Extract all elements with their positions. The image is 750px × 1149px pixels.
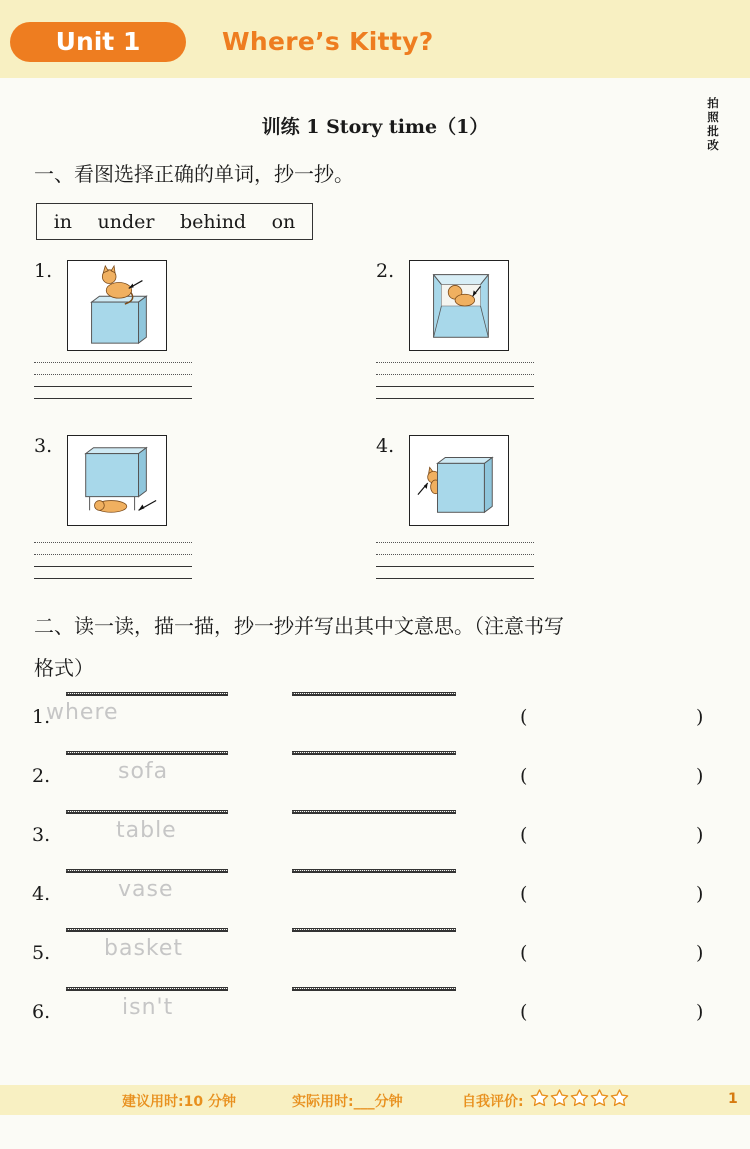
row-number: 6. — [32, 1001, 51, 1023]
self-evaluation-stars[interactable] — [530, 1089, 630, 1112]
item-number: 1. — [34, 260, 53, 282]
trace-word: sofa — [118, 759, 169, 784]
copy-lines[interactable] — [292, 692, 456, 742]
footer-band — [0, 1085, 750, 1115]
trace-word: isn't — [122, 995, 174, 1020]
copy-lines[interactable] — [292, 810, 456, 860]
row-number: 5. — [32, 942, 51, 964]
side-tag-char: 拍 — [707, 96, 719, 110]
cat-in-box-picture — [409, 260, 509, 351]
answer-lines[interactable] — [376, 542, 534, 582]
rating-star-icon[interactable] — [550, 1089, 569, 1108]
unit-label: Unit 1 — [10, 22, 186, 62]
trace-word: table — [116, 818, 177, 843]
cat-on-box-picture — [67, 260, 167, 351]
row-number: 2. — [32, 765, 51, 787]
self-evaluation-label: 自我评价: — [462, 1094, 524, 1110]
copy-lines[interactable] — [292, 928, 456, 978]
cat-behind-box-picture — [409, 435, 509, 526]
copy-lines[interactable] — [292, 751, 456, 801]
answer-lines[interactable] — [34, 542, 192, 582]
rating-star-icon[interactable] — [610, 1089, 629, 1108]
lesson-title: 训练 1 Story time（1） — [261, 116, 489, 138]
page-number: 1 — [728, 1091, 738, 1107]
rating-star-icon[interactable] — [570, 1089, 589, 1108]
item-number: 4. — [376, 435, 395, 457]
rating-star-icon[interactable] — [590, 1089, 609, 1108]
word-bank-item: on — [271, 210, 296, 233]
paren-close: ) — [696, 706, 704, 728]
actual-time[interactable]: 实际用时:___分钟 — [292, 1094, 403, 1110]
side-tag-char: 照 — [707, 110, 719, 124]
paren-open[interactable]: ( — [520, 765, 528, 787]
section1-heading: 一、看图选择正确的单词，抄一抄。 — [34, 162, 354, 186]
row-number: 4. — [32, 883, 51, 905]
paren-close: ) — [696, 883, 704, 905]
paren-open[interactable]: ( — [520, 942, 528, 964]
row-number: 1. — [32, 706, 51, 728]
paren-open[interactable]: ( — [520, 883, 528, 905]
item-number: 2. — [376, 260, 395, 282]
word-bank — [36, 203, 313, 240]
cat-under-box-picture — [67, 435, 167, 526]
paren-open[interactable]: ( — [520, 1001, 528, 1023]
section2-heading-cont: 格式） — [34, 656, 94, 680]
suggested-time: 建议用时:10 分钟 — [122, 1094, 236, 1110]
trace-word: vase — [118, 877, 174, 902]
paren-close: ) — [696, 1001, 704, 1023]
row-number: 3. — [32, 824, 51, 846]
rating-star-icon[interactable] — [530, 1089, 549, 1108]
word-bank-item: under — [97, 210, 155, 233]
trace-word: basket — [104, 936, 184, 961]
trace-word: where — [46, 700, 119, 725]
paren-close: ) — [696, 942, 704, 964]
word-bank-item: in — [53, 210, 73, 233]
paren-close: ) — [696, 765, 704, 787]
paren-close: ) — [696, 824, 704, 846]
side-tag-char: 批 — [707, 124, 719, 138]
copy-lines[interactable] — [292, 987, 456, 1037]
answer-lines[interactable] — [34, 362, 192, 402]
item-number: 3. — [34, 435, 53, 457]
answer-lines[interactable] — [376, 362, 534, 402]
paren-open[interactable]: ( — [520, 824, 528, 846]
unit-title: Where’s Kitty? — [222, 27, 434, 56]
word-bank-item: behind — [179, 210, 247, 233]
copy-lines[interactable] — [292, 869, 456, 919]
section2-heading: 二、读一读，描一描，抄一抄并写出其中文意思。（注意书写 — [34, 614, 564, 638]
paren-open[interactable]: ( — [520, 706, 528, 728]
side-tag-char: 改 — [707, 138, 719, 152]
